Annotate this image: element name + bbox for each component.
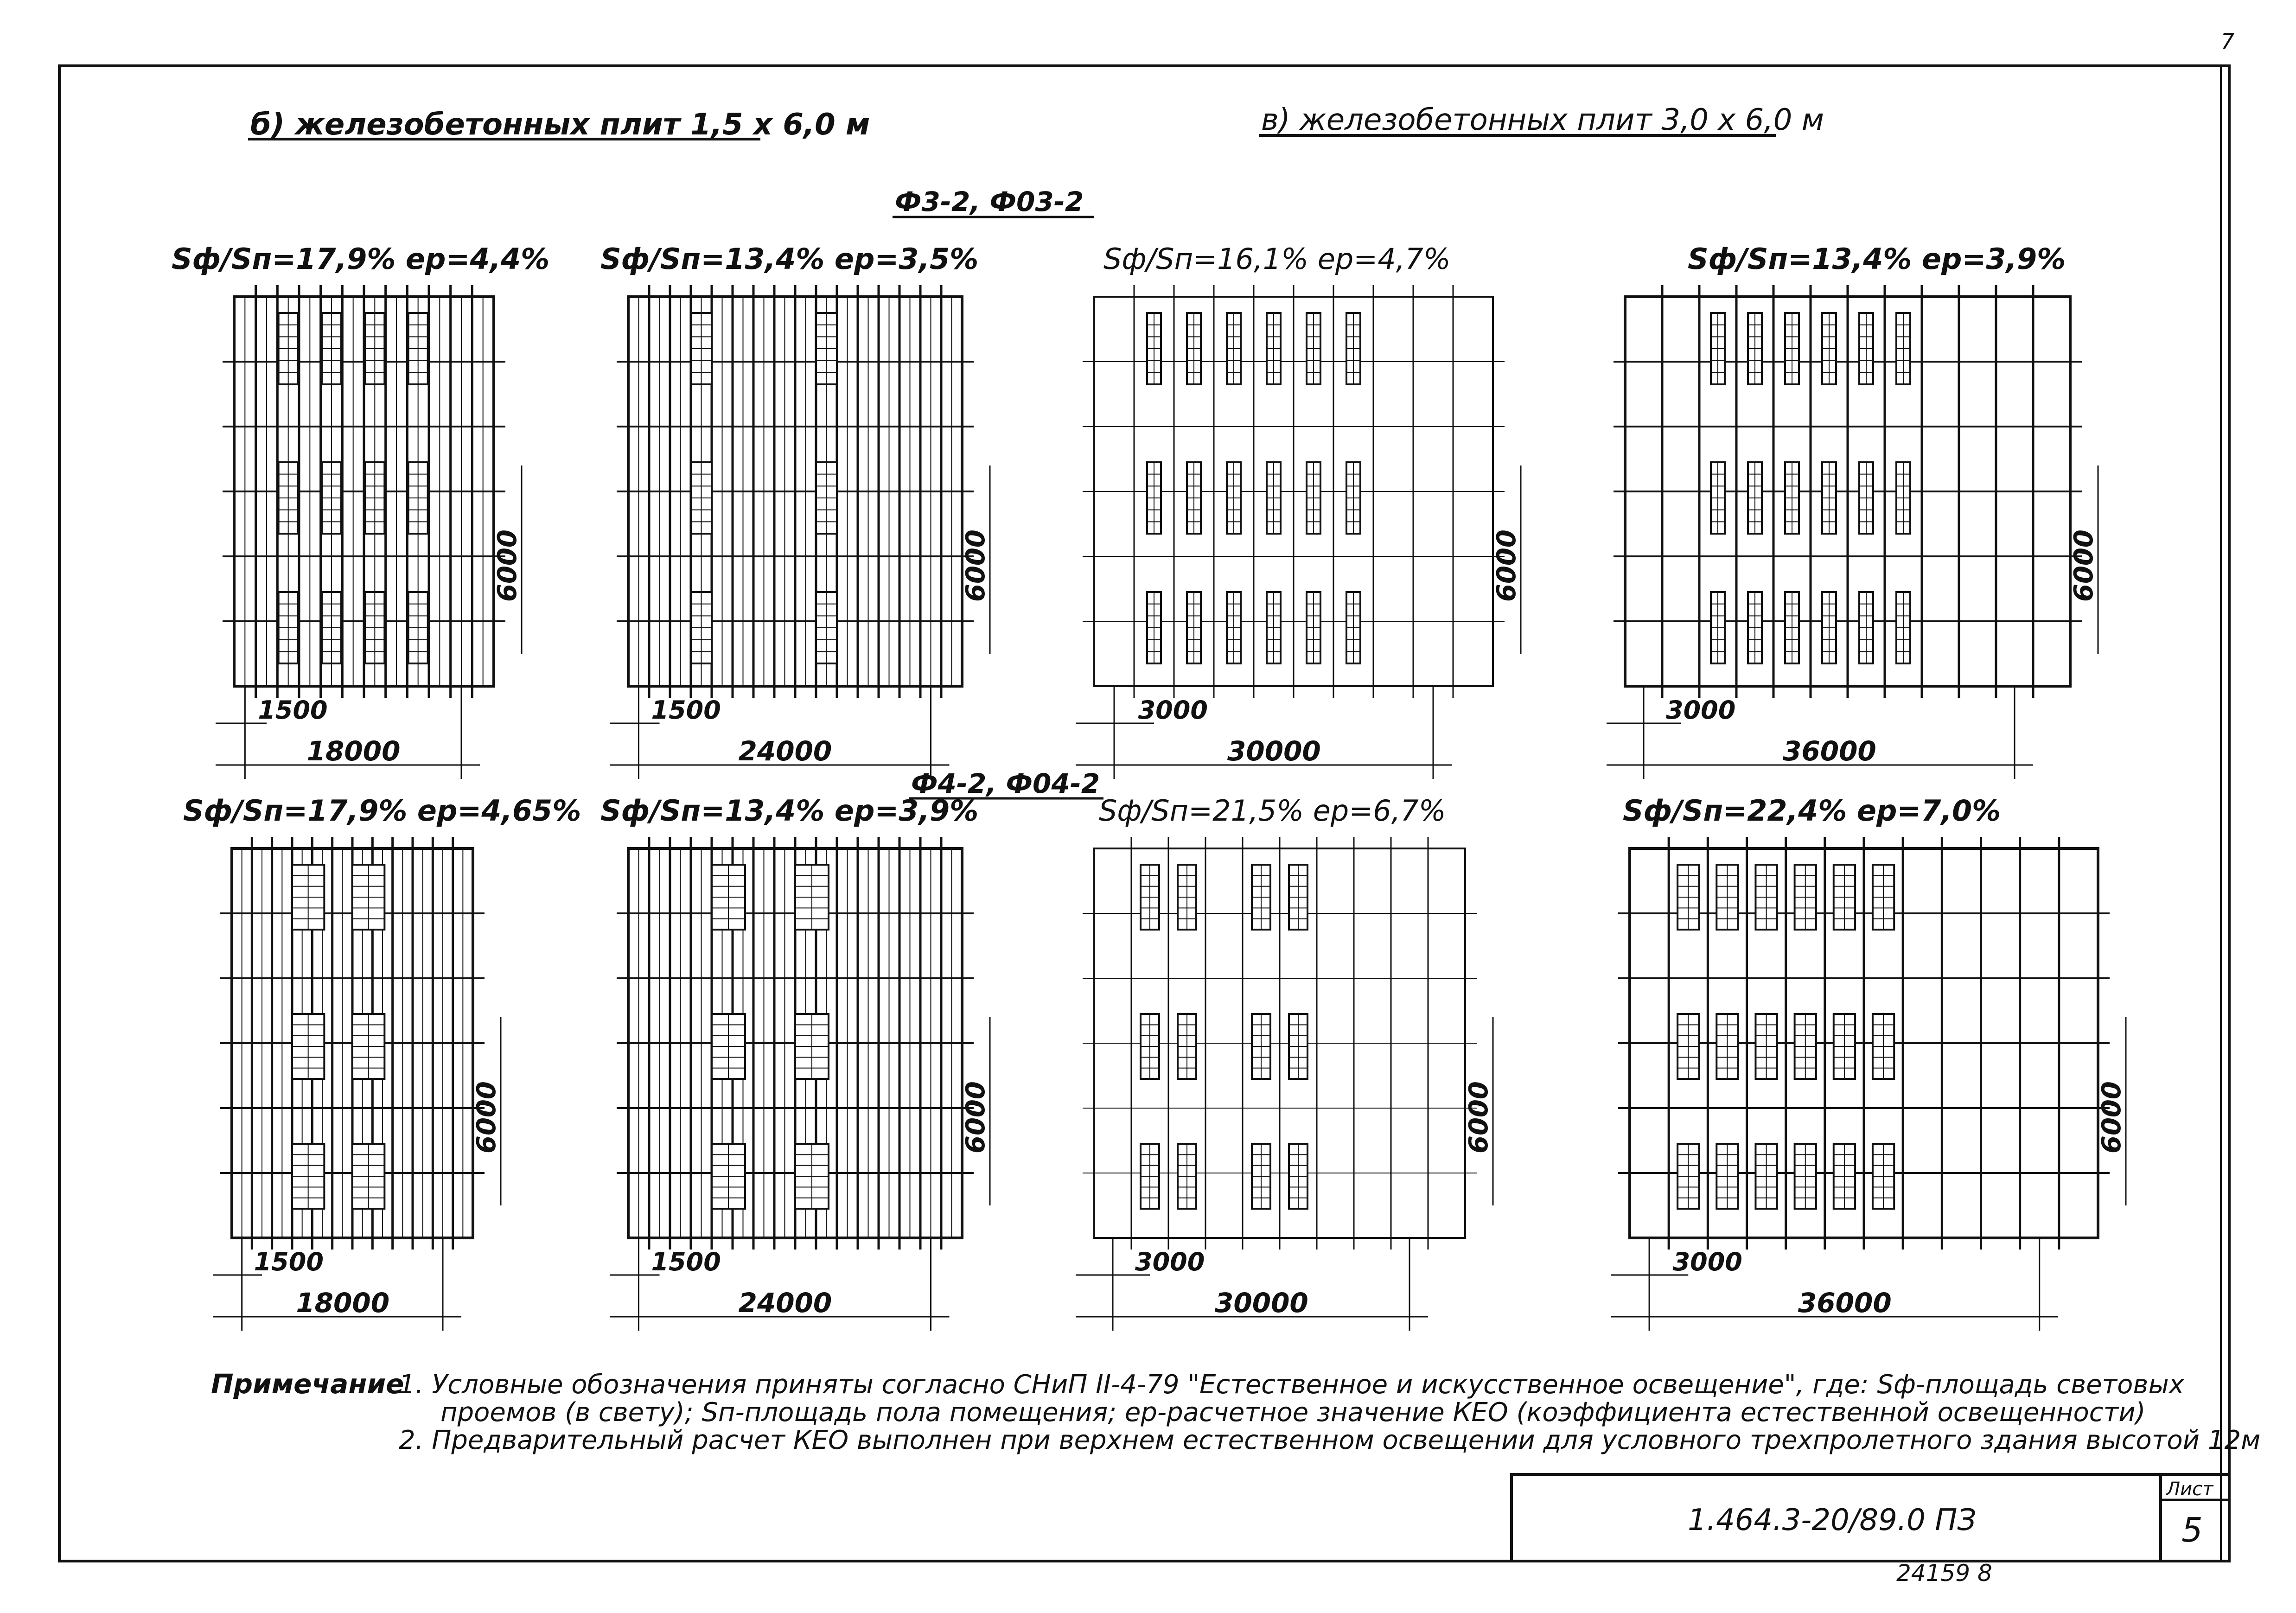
section-a-title: б) железобетонных плит 1,5 х 6,0 м	[250, 108, 870, 142]
row1-title: Ф3-2, Ф03-2	[895, 186, 1084, 217]
dim-height: 6000	[1464, 1081, 1494, 1154]
stamp-code: 1.464.3-20/89.0 ПЗ	[1688, 1503, 1977, 1537]
dim-total: 18000	[296, 1287, 390, 1319]
sheet-number: 5	[2181, 1511, 2203, 1549]
dim-total: 24000	[738, 735, 832, 767]
dim-total: 30000	[1227, 735, 1321, 767]
wall-diagram-1	[172, 242, 549, 779]
sheet-label: Лист	[2166, 1479, 2213, 1500]
dim-total: 36000	[1783, 735, 1876, 767]
dim-height: 6000	[1492, 529, 1522, 602]
dim-total: 30000	[1215, 1287, 1308, 1319]
dim-small: 3000	[1138, 695, 1208, 725]
dim-height: 6000	[2097, 1081, 2127, 1154]
ratio-label: Sф/Sп=17,9% ep=4,4%	[172, 242, 550, 276]
dim-small: 1500	[258, 695, 328, 725]
page-number: 7	[2221, 29, 2235, 54]
dim-small: 1500	[651, 1247, 721, 1276]
ratio-label: Sф/Sп=17,9% ep=4,65%	[183, 794, 581, 828]
wall-diagrams	[172, 242, 2127, 1331]
wall-diagram-5	[183, 794, 581, 1331]
note-label: Примечание	[211, 1368, 404, 1400]
ratio-label: Sф/Sп=21,5% ep=6,7%	[1099, 794, 1446, 828]
wall-diagram-6	[600, 794, 991, 1331]
dim-small: 3000	[1666, 695, 1736, 725]
dim-height: 6000	[472, 1081, 502, 1154]
dim-small: 3000	[1672, 1247, 1742, 1276]
ratio-label: Sф/Sп=22,4% ep=7,0%	[1623, 794, 2001, 828]
ratio-label: Sф/Sп=13,4% ep=3,9%	[600, 794, 979, 828]
section-b-title: в) железобетонных плит 3,0 х 6,0 м	[1261, 103, 1824, 137]
dim-small: 1500	[254, 1247, 324, 1276]
dim-total: 18000	[306, 735, 401, 767]
ratio-label: Sф/Sп=13,4% ep=3,5%	[600, 242, 979, 276]
wall-diagram-2	[600, 242, 991, 779]
wall-diagram-8	[1611, 794, 2127, 1331]
note-line-2: проемов (в свету); Sп-площадь пола помещения; ep-расчетное значение КЕО (коэффициента естественной освещенности)	[440, 1397, 2146, 1428]
note-line-3: 2. Предварительный расчет КЕО выполнен при верхнем естественном освещении для условного трехпролетного здания высотой 12м	[399, 1425, 2261, 1455]
row2-title: Ф4-2, Ф04-2	[911, 768, 1100, 799]
dim-height: 6000	[961, 529, 991, 602]
ratio-label: Sф/Sп=13,4% ep=3,9%	[1688, 242, 2066, 276]
ratio-label: Sф/Sп=16,1% ep=4,7%	[1103, 242, 1451, 276]
bottom-code: 24159 8	[1896, 1560, 1992, 1587]
wall-diagram-7	[1076, 794, 1494, 1331]
wall-diagram-3	[1076, 242, 1522, 779]
wall-diagram-4	[1607, 242, 2099, 779]
note-line-1: 1. Условные обозначения приняты согласно СНиП II-4-79 "Естественное и искусственное освещение", где: Sф-площадь световых	[399, 1370, 2184, 1400]
dim-small: 1500	[651, 695, 721, 725]
dim-total: 24000	[738, 1287, 832, 1319]
dim-height: 6000	[2069, 529, 2099, 602]
dim-height: 6000	[492, 529, 523, 602]
dim-total: 36000	[1798, 1287, 1892, 1319]
dim-height: 6000	[961, 1081, 991, 1154]
dim-small: 3000	[1135, 1247, 1205, 1276]
